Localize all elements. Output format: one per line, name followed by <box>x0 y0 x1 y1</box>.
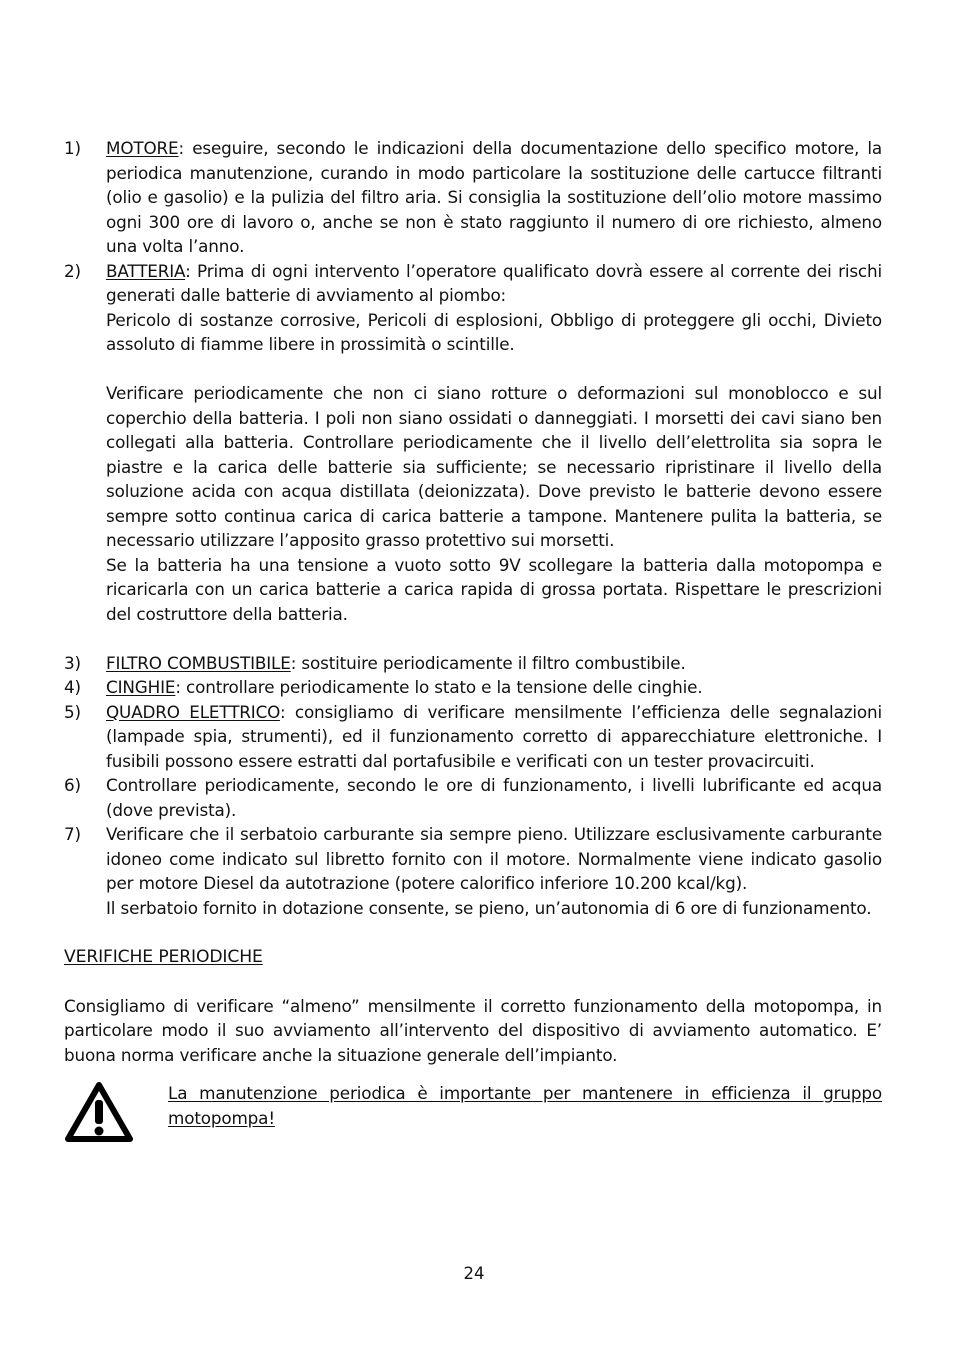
item-keyword: CINGHIE <box>106 677 176 697</box>
item-keyword: BATTERIA <box>106 260 186 281</box>
item-text: : Prima di ogni intervento l’operatore qualificato dovrà essere al corrente dei rischi generati dalle batterie di avviamento al piombo: <box>106 260 882 305</box>
item-number: 7) <box>64 824 81 844</box>
item-number: 5) <box>64 701 81 722</box>
item-body <box>106 259 882 627</box>
item-keyword: FILTRO COMBUSTIBILE <box>106 652 291 673</box>
item-paragraph-recharge: Se la batteria ha una tensione a vuoto sotto 9V scollegare la batteria dalla motopompa e ricaricarla con un carica batterie a carica rapida di grossa portata. Rispettare le prescrizioni del costruttore della batteria. <box>106 554 882 624</box>
warning-triangle-icon <box>64 1081 168 1150</box>
item-text: : consigliamo di verificare mensilmente l’efficienza delle segnalazioni (lampade spia, strumenti), ed il funzionamento corretto di apparecchiature elettroniche. I fusibili possono essere estratti dal portafusibile e verificati con un tester provacircuiti. <box>106 701 882 771</box>
section-heading: VERIFICHE PERIODICHE <box>64 946 263 967</box>
list-item-quadro-elettrico <box>64 700 882 774</box>
page-number: 24 <box>463 1264 485 1283</box>
list-item-cinghie <box>64 675 882 700</box>
warning-box <box>64 1081 882 1150</box>
item-number: 2) <box>64 260 81 281</box>
item-paragraph: Controllare periodicamente, secondo le ore di funzionamento, i livelli lubrificante ed acqua (dove prevista). <box>106 775 882 820</box>
item-paragraph <box>106 675 882 700</box>
list-item-batteria <box>64 259 882 627</box>
item-text: : eseguire, secondo le indicazioni della documentazione dello specifico motore, la periodica manutenzione, curando in modo particolare la sostituzione delle cartucce filtranti (olio e gasolio) e la pulizia del filtro aria. Si consiglia la sostituzione dell’olio motore massimo ogni 300 ore di lavoro o, anche se non è stato raggiunto il numero di ore richiesto, almeno una volta l’anno. <box>106 138 882 256</box>
item-keyword: QUADRO ELETTRICO <box>106 701 280 722</box>
item-paragraph-checks: Verificare periodicamente che non ci siano rotture o deformazioni sul monoblocco e sul coperchio della batteria. I poli non siano ossidati o danneggiati. I morsetti dei cavi siano ben collegati alla batteria. Controllare periodicamente che il livello dell’elettrolita sia sopra le piastre e la carica delle batterie sia sufficiente; se necessario ripristinare il livello della soluzione acida con acqua distillata (deionizzata). Dove previsto le batterie devono essere sempre sotto continua carica di carica batterie a tampone. Mantenere pulita la batteria, se necessario utilizzare l’apposito grasso protettivo sui morsetti. <box>106 383 882 550</box>
list-item-filtro-combustibile <box>64 651 882 676</box>
item-body <box>106 136 882 259</box>
item-paragraph-risks: Pericolo di sostanze corrosive, Pericoli di esplosioni, Obbligo di proteggere gli occhi, Divieto assoluto di fiamme libere in prossimità o scintille. <box>106 309 882 354</box>
item-body <box>106 700 882 774</box>
item-paragraph-autonomia: Il serbatoio fornito in dotazione consente, se pieno, un’autonomia di 6 ore di funzionamento. <box>106 897 872 918</box>
list-item-serbatoio <box>64 822 882 920</box>
item-body <box>106 822 882 920</box>
warning-text <box>168 1081 882 1150</box>
section-paragraph: Consigliamo di verificare “almeno” mensilmente il corretto funzionamento della motopompa, in particolare modo il suo avviamento all’intervento del dispositivo di avviamento automatico. E’ buona norma verificare anche la situazione generale dell’impianto. <box>64 995 882 1065</box>
item-paragraph <box>106 651 882 676</box>
item-paragraph <box>106 259 882 308</box>
warning-message: La manutenzione periodica è importante per mantenere in efficienza il gruppo motopompa! <box>168 1083 882 1128</box>
item-body <box>106 675 882 700</box>
item-keyword: MOTORE <box>106 138 179 158</box>
item-body <box>106 773 882 822</box>
maintenance-content <box>64 136 882 1150</box>
list-item-motore <box>64 136 882 259</box>
item-number: 4) <box>64 677 81 697</box>
item-number: 6) <box>64 775 81 795</box>
item-number: 1) <box>64 138 81 158</box>
item-text: : sostituire periodicamente il filtro combustibile. <box>290 652 686 673</box>
item-paragraph <box>106 136 882 259</box>
item-number: 3) <box>64 652 81 673</box>
item-body <box>106 651 882 676</box>
item-paragraph <box>106 700 882 774</box>
item-paragraph: Verificare che il serbatoio carburante sia sempre pieno. Utilizzare esclusivamente carburante idoneo come indicato sul libretto fornito con il motore. Normalmente viene indicato gasolio per motore Diesel da autotrazione (potere calorifico inferiore 10.200 kcal/kg). <box>106 824 882 893</box>
item-text: : controllare periodicamente lo stato e la tensione delle cinghie. <box>175 677 703 697</box>
list-item-livelli <box>64 773 882 822</box>
